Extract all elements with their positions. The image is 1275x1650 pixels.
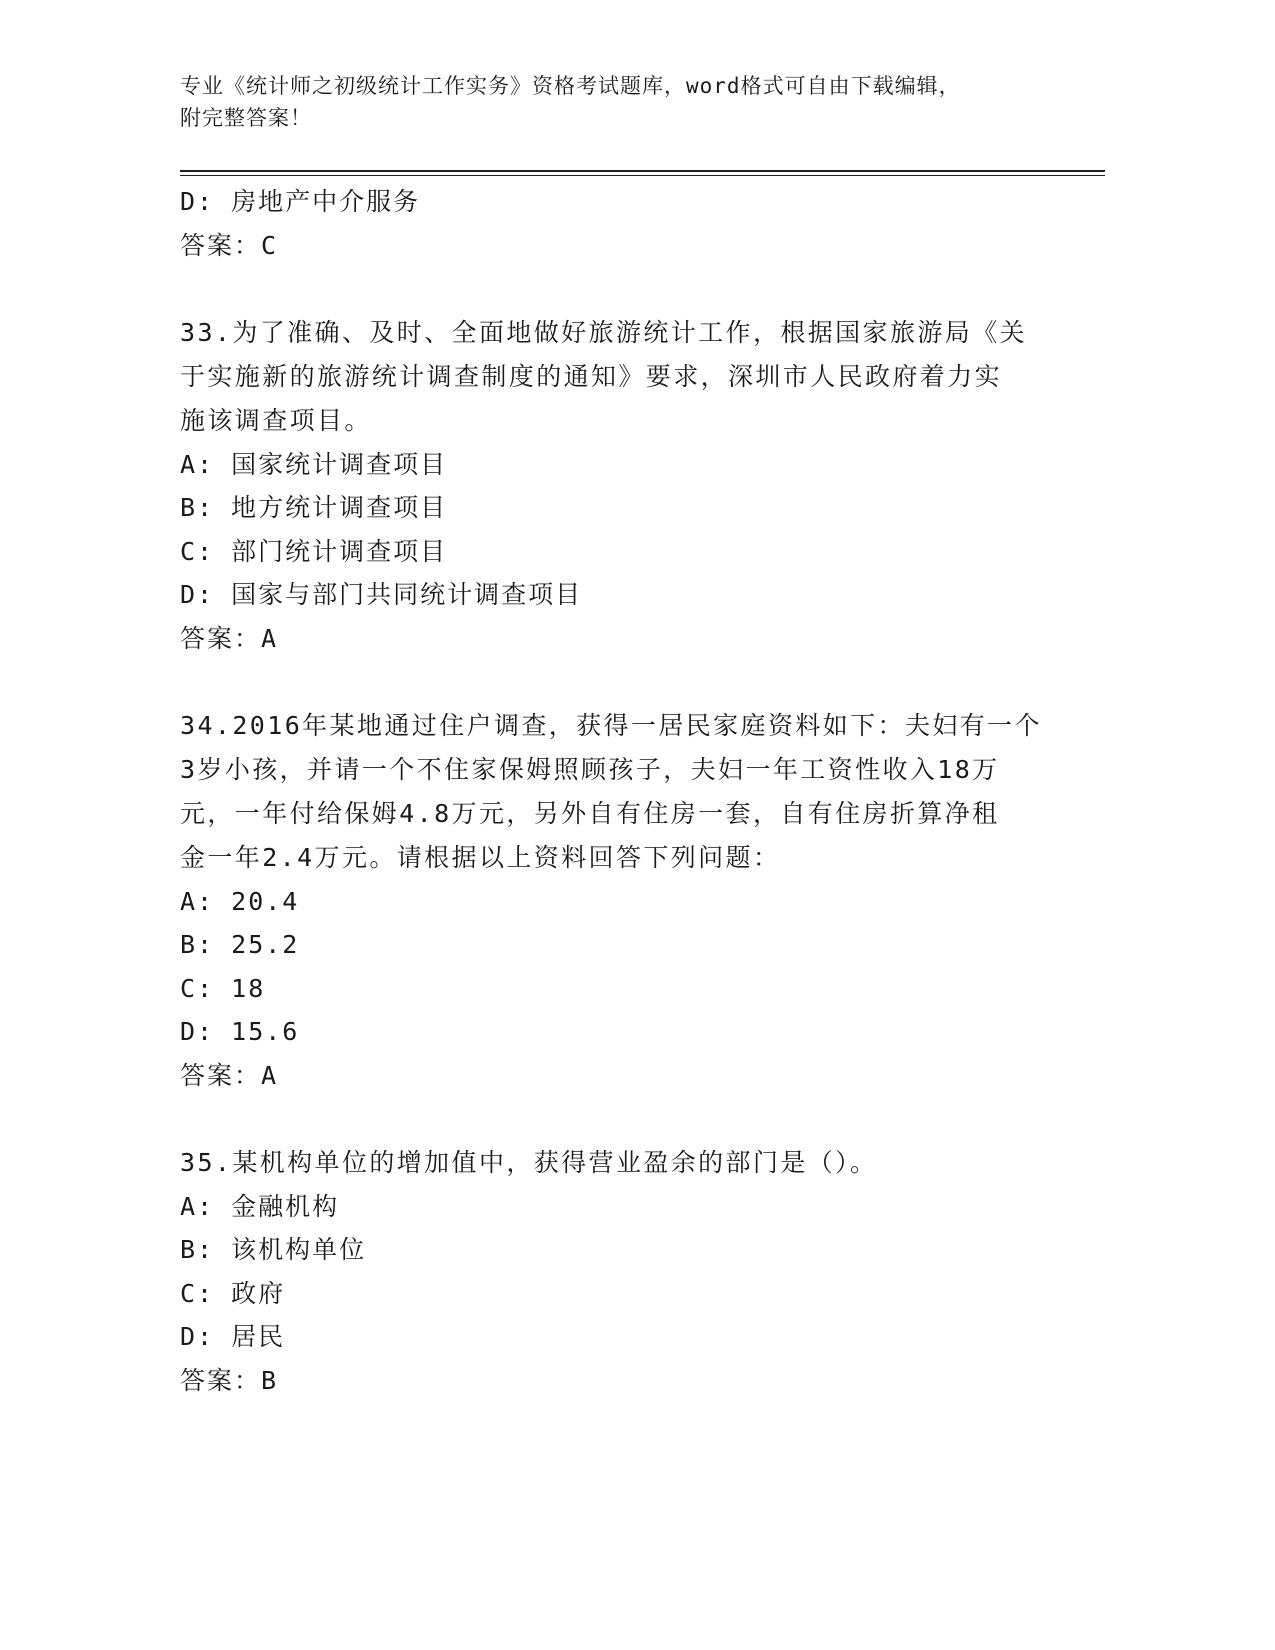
header-line-1: 专业《统计师之初级统计工作实务》资格考试题库，word格式可自由下载编辑， <box>180 74 961 98</box>
header-line-2: 附完整答案！ <box>180 106 312 130</box>
option-d: D: 15.6 <box>180 1017 300 1046</box>
question-stem-line: 33.为了准确、及时、全面地做好旅游统计工作，根据国家旅游局《关 <box>180 317 1027 347</box>
question-33 <box>180 311 1050 661</box>
question-stem-line: 于实施新的旅游统计调查制度的通知》要求，深圳市人民政府着力实 <box>180 361 1003 391</box>
question-stem-line: 施该调查项目。 <box>180 405 372 435</box>
answer-line: 答案：B <box>180 1365 279 1395</box>
option-c: C: 18 <box>180 973 266 1003</box>
option-a: A: 20.4 <box>180 886 300 916</box>
question-35 <box>180 1141 1050 1403</box>
document-body <box>180 180 1050 1402</box>
option-c: C: 政府 <box>180 1278 286 1308</box>
option-b: B: 地方统计调查项目 <box>180 493 448 522</box>
question-34 <box>180 704 1050 1098</box>
answer-line: 答案：A <box>180 1060 279 1090</box>
option-a: A: 金融机构 <box>180 1191 340 1221</box>
question-stem-line: 35.某机构单位的增加值中，获得营业盈余的部门是（）。 <box>180 1147 878 1177</box>
option-d: D: 国家与部门共同统计调查项目 <box>180 580 583 609</box>
option-b: B: 该机构单位 <box>180 1235 367 1264</box>
answer-line: 答案：A <box>180 623 279 653</box>
document-header <box>180 70 1040 134</box>
option-d: D: 居民 <box>180 1322 286 1351</box>
option-c: C: 部门统计调查项目 <box>180 536 448 566</box>
header-divider-thick <box>180 170 1105 172</box>
question-stem-line: 金一年2.4万元。请根据以上资料回答下列问题： <box>180 842 781 872</box>
option-a: A: 国家统计调查项目 <box>180 449 448 479</box>
option-b: B: 25.2 <box>180 930 300 959</box>
question-stem-line: 34.2016年某地通过住户调查，获得一居民家庭资料如下：夫妇有一个 <box>180 710 1042 740</box>
question-stem-line: 3岁小孩，并请一个不住家保姆照顾孩子，夫妇一年工资性收入18万 <box>180 754 1000 784</box>
question-stem-line: 元，一年付给保姆4.8万元，另外自有住房一套，自有住房折算净租 <box>180 798 1000 828</box>
header-divider-thin <box>180 175 1105 176</box>
option-d: D: 房地产中介服务 <box>180 187 421 216</box>
previous-question-tail <box>180 180 1050 267</box>
answer-line: 答案：C <box>180 230 279 260</box>
